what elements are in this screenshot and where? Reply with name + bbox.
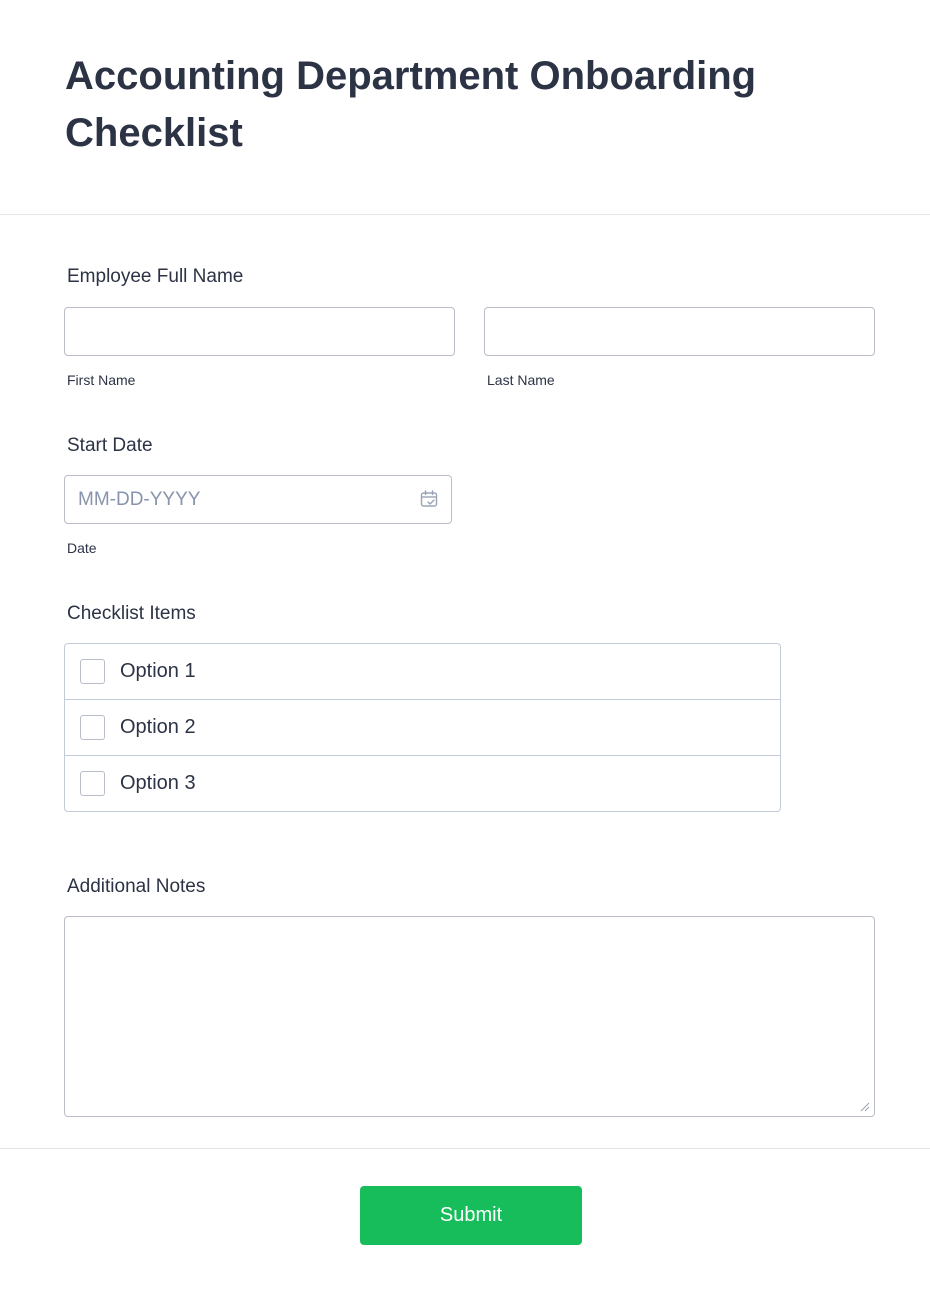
start-date-sublabel: Date <box>67 540 97 556</box>
last-name-input[interactable] <box>484 307 875 356</box>
employee-name-label: Employee Full Name <box>67 266 244 287</box>
checklist-group <box>64 643 781 812</box>
checkbox-label[interactable]: Option 3 <box>120 772 196 794</box>
footer-divider <box>0 1148 930 1149</box>
first-name-input[interactable] <box>64 307 455 356</box>
resize-grip-icon[interactable] <box>858 1100 870 1112</box>
checklist-option-3[interactable] <box>65 756 780 811</box>
form-title: Accounting Department Onboarding Checklist <box>65 54 757 155</box>
start-date-input[interactable] <box>64 475 452 524</box>
form-header <box>0 0 930 215</box>
checkbox-label[interactable]: Option 1 <box>120 660 196 682</box>
checklist-label: Checklist Items <box>67 603 196 624</box>
checklist-option-2[interactable] <box>65 700 780 756</box>
submit-button[interactable]: Submit <box>360 1186 582 1245</box>
checklist-option-1[interactable] <box>65 644 780 700</box>
checkbox[interactable] <box>80 771 105 796</box>
start-date-label: Start Date <box>67 435 153 456</box>
checkbox[interactable] <box>80 659 105 684</box>
start-date-field <box>64 475 452 524</box>
notes-label: Additional Notes <box>67 876 206 897</box>
notes-textarea[interactable] <box>64 916 875 1117</box>
last-name-sublabel: Last Name <box>487 372 555 388</box>
calendar-icon[interactable] <box>420 490 438 508</box>
first-name-sublabel: First Name <box>67 372 136 388</box>
checkbox[interactable] <box>80 715 105 740</box>
checkbox-label[interactable]: Option 2 <box>120 716 196 738</box>
